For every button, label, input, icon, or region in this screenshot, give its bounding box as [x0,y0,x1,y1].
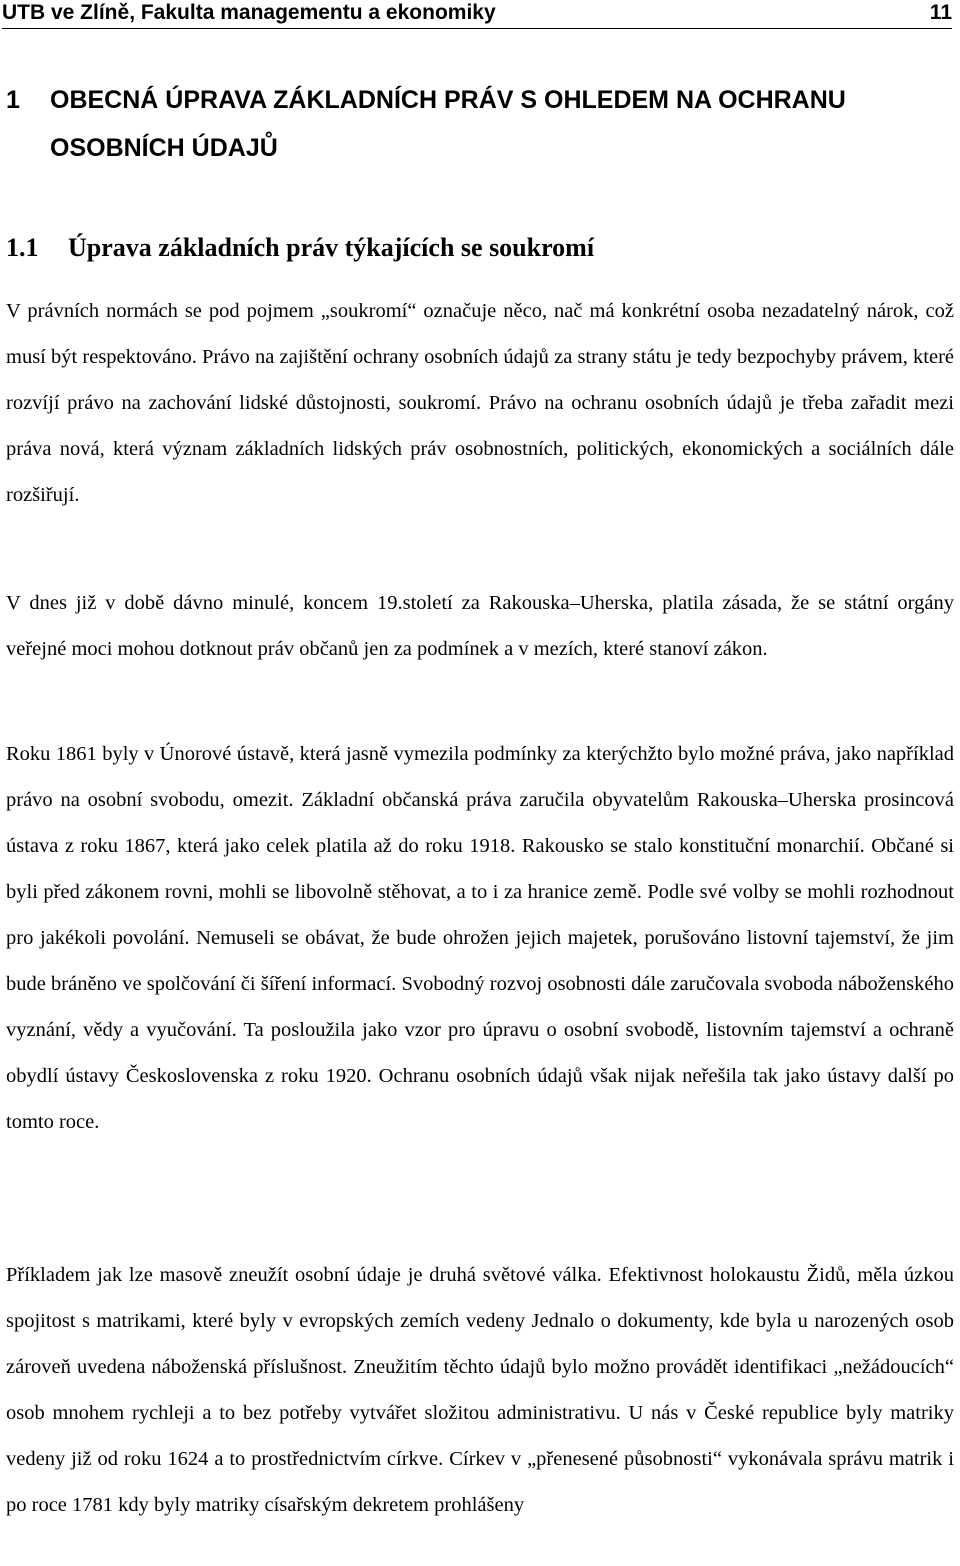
paragraph: Příkladem jak lze masově zneužít osobní údaje je druhá světové válka. Efektivnost holokaustu Židů, měla úzkou spojitost s matrikami, které byly v evropských zemích vedeny Jednalo o dokumenty, kde byla u narozených osob zároveň uvedena náboženská příslušnost. Zneužitím těchto údajů bylo možno provádět identifikaci „nežádoucích“ osob mnohem rychleji a to bez potřeby vytvářet složitou administrativu. U nás v České republice byly matriky vedeny již od roku 1624 a to prostřednictvím církve. Církev v „přenesené působnosti“ vykonávala správu matrik i po roce 1781 kdy byly matriky císařským dekretem prohlášeny [6,1264,954,1516]
page-number: 11 [929,1,952,24]
chapter-heading [6,76,946,172]
paragraph: V dnes již v době dávno minulé, koncem 19.století za Rakouska–Uherska, platila zásada, že se státní orgány veřejné moci mohou dotknout práv občanů jen za podmínek a v mezích, které stanoví zákon. [6,592,954,660]
section-heading [6,226,946,270]
section-number: 1.1 [6,233,39,262]
paragraph: V právních normách se pod pojmem „soukromí“ označuje něco, nač má konkrétní osoba nezadatelný nárok, což musí být respektováno. Právo na zajištění ochrany osobních údajů za strany státu je tedy bezpochyby právem, které rozvíjí právo na zachování lidské důstojnosti, soukromí. Právo na ochranu osobních údajů je třeba zařadit mezi práva nová, která význam základních lidských práv osobnostních, politických, ekonomických a sociálních dále rozšiřují. [6,300,954,506]
running-header [2,0,952,29]
section-title: Úprava základních práv týkajících se soukromí [68,233,595,262]
paragraph: Roku 1861 byly v Únorové ústavě, která jasně vymezila podmínky za kterýchžto bylo možné práva, jako například právo na osobní svobodu, omezit. Základní občanská práva zaručila obyvatelům Rakouska–Uherska prosincová ústava z roku 1867, která jako celek platila až do roku 1918. Rakousko se stalo konstituční monarchií. Občané si byli před zákonem rovni, mohli se libovolně stěhovat, a to i za hranice země. Podle své volby se mohli rozhodnout pro jakékoli povolání. Nemuseli se obávat, že bude ohrožen jejich majetek, porušováno listovní tajemství, že jim bude bráněno ve spolčování či šíření informací. Svobodný rozvoj osobnosti dále zaručovala svoboda náboženského vyznání, vědy a vyučování. Ta posloužila jako vzor pro úpravu o osobní svobodě, listovním tajemství a ochraně obydlí ústavy Československa z roku 1920. Ochranu osobních údajů však nijak neřešila tak jako ústavy další po tomto roce. [6,743,954,1133]
header-institution: UTB ve Zlíně, Fakulta managementu a ekonomiky [2,1,496,24]
chapter-title: OBECNÁ ÚPRAVA ZÁKLADNÍCH PRÁV S OHLEDEM NA OCHRANU OSOBNÍCH ÚDAJŮ [50,86,846,162]
chapter-number: 1 [6,86,20,114]
